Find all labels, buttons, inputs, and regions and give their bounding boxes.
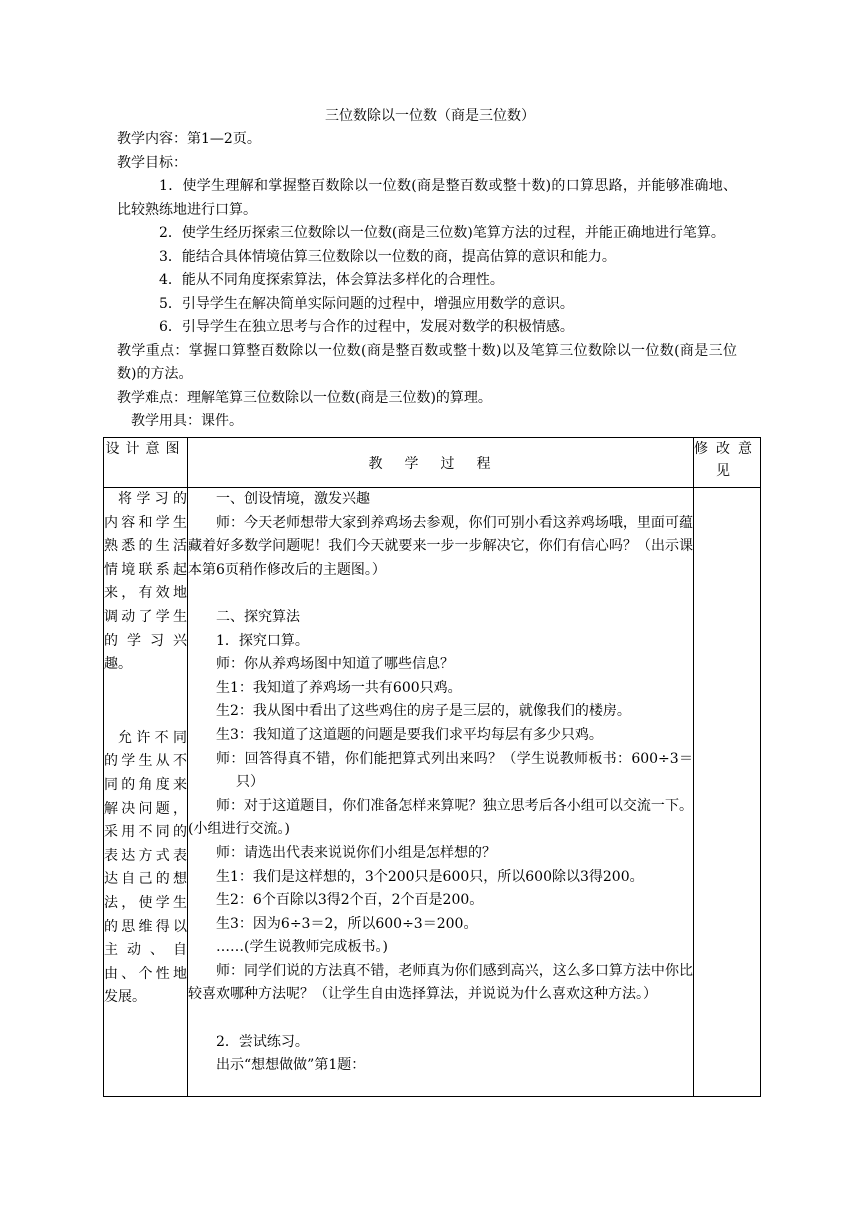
process-paragraph: 2．尝试练习。 xyxy=(216,1033,309,1050)
goal-item: 1．使学生理解和掌握整百数除以一位数(商是整百数或整十数)的口算思路，并能够准确地、比较熟练地进行口算。 xyxy=(117,178,737,218)
process-paragraph: 生1：我知道了养鸡场一共有600只鸡。 xyxy=(216,679,462,696)
process-paragraph: 生2：我从图中看出了这些鸡住的房子是三层的，就像我们的楼房。 xyxy=(216,703,631,720)
goal-item: 5．引导学生在解决简单实际问题的过程中，增强应用数学的意识。 xyxy=(159,295,574,312)
equation-unit: 只） xyxy=(236,774,264,791)
process-paragraph: 师：请选出代表来说说你们小组是怎样想的？ xyxy=(216,844,496,861)
header-design-intent: 设计意图 xyxy=(104,438,188,488)
process-paragraph: ……(学生说教师完成板书。) xyxy=(216,939,388,956)
goals-heading: 教学目标： xyxy=(117,154,187,171)
process-paragraph xyxy=(188,748,693,795)
process-paragraph: 出示“想想做做”第1题： xyxy=(216,1057,366,1074)
section-heading: 二、探究算法 xyxy=(216,608,300,625)
table-header-row xyxy=(104,438,761,488)
process-paragraph: 生3：我知道了这道题的问题是要我们求平均每层有多少只鸡。 xyxy=(216,726,603,743)
design-note: 将学习的内容和学生熟悉的生活情境联系起来，有效地调动了学生的学习兴趣。 xyxy=(104,491,187,673)
process-paragraph: 生1：我们是这样想的，3个200只是600只，所以600除以3得200。 xyxy=(216,868,644,885)
section-heading: 一、创设情境，激发兴趣 xyxy=(216,491,370,507)
table-body-row xyxy=(104,488,761,1097)
difficulty: 教学难点：理解笔算三位数除以一位数(商是三位数)的算理。 xyxy=(117,389,492,406)
design-intent-cell xyxy=(104,488,188,1097)
key-points: 教学重点：掌握口算整百数除以一位数(商是整百数或整十数)以及笔算三位数除以一位数(商是三位数)的方法。 xyxy=(117,342,737,382)
process-paragraph: 师：今天老师想带大家到养鸡场去参观，你们可别小看这养鸡场哦，里面可蕴藏着好多数学问题呢！我们今天就要来一步一步解决它，你们有信心吗？（出示课本第6页稍作修改后的主题图。） xyxy=(188,514,693,578)
process-paragraph: 师：同学们说的方法真不错，老师真为你们感到高兴，这么多口算方法中你比较喜欢哪种方法呢？（让学生自由选择算法，并说说为什么喜欢这种方法。） xyxy=(188,962,693,1003)
revision-notes-cell xyxy=(694,488,761,1097)
header-teaching-process: 教学过程 xyxy=(188,438,694,488)
header-revision-notes: 修改意见 xyxy=(694,438,761,488)
lesson-intro xyxy=(117,128,737,434)
teaching-process-cell xyxy=(188,488,694,1097)
process-paragraph: 生2：6个百除以3得2个百，2个百是200。 xyxy=(216,892,484,909)
process-paragraph: 师：你从养鸡场图中知道了哪些信息？ xyxy=(216,656,454,673)
page-title: 三位数除以一位数（商是三位数） xyxy=(325,108,535,124)
lesson-plan-table xyxy=(103,437,761,1097)
process-paragraph: 1．探究口算。 xyxy=(216,632,309,649)
process-paragraph: 师：对于这道题目，你们准备怎样来算呢？独立思考后各小组可以交流一下。(小组进行交流。) xyxy=(188,797,693,838)
equation-text: 师：回答得真不错，你们能把算式列出来吗？（学生说教师板书：600÷3＝ xyxy=(216,750,693,767)
goal-item: 6．引导学生在独立思考与合作的过程中，发展对数学的积极情感。 xyxy=(159,319,574,335)
goal-item: 2．使学生经历探索三位数除以一位数(商是三位数)笔算方法的过程，并能正确地进行笔算。 xyxy=(159,225,725,241)
teaching-tools: 教学用具：课件。 xyxy=(131,413,243,429)
goal-item: 4．能从不同角度探索算法，体会算法多样化的合理性。 xyxy=(159,272,504,288)
design-note: 允许不同的学生从不同的角度来解决问题，采用不同的表达方式表达自己的想法，使学生的思维得以主动、自由、个性地发展。 xyxy=(104,729,187,1006)
teaching-content: 教学内容：第1—2页。 xyxy=(117,131,261,147)
goal-item: 3．能结合具体情境估算三位数除以一位数的商，提高估算的意识和能力。 xyxy=(159,248,616,265)
process-paragraph: 生3：因为6÷3＝2，所以600÷3＝200。 xyxy=(216,915,478,932)
